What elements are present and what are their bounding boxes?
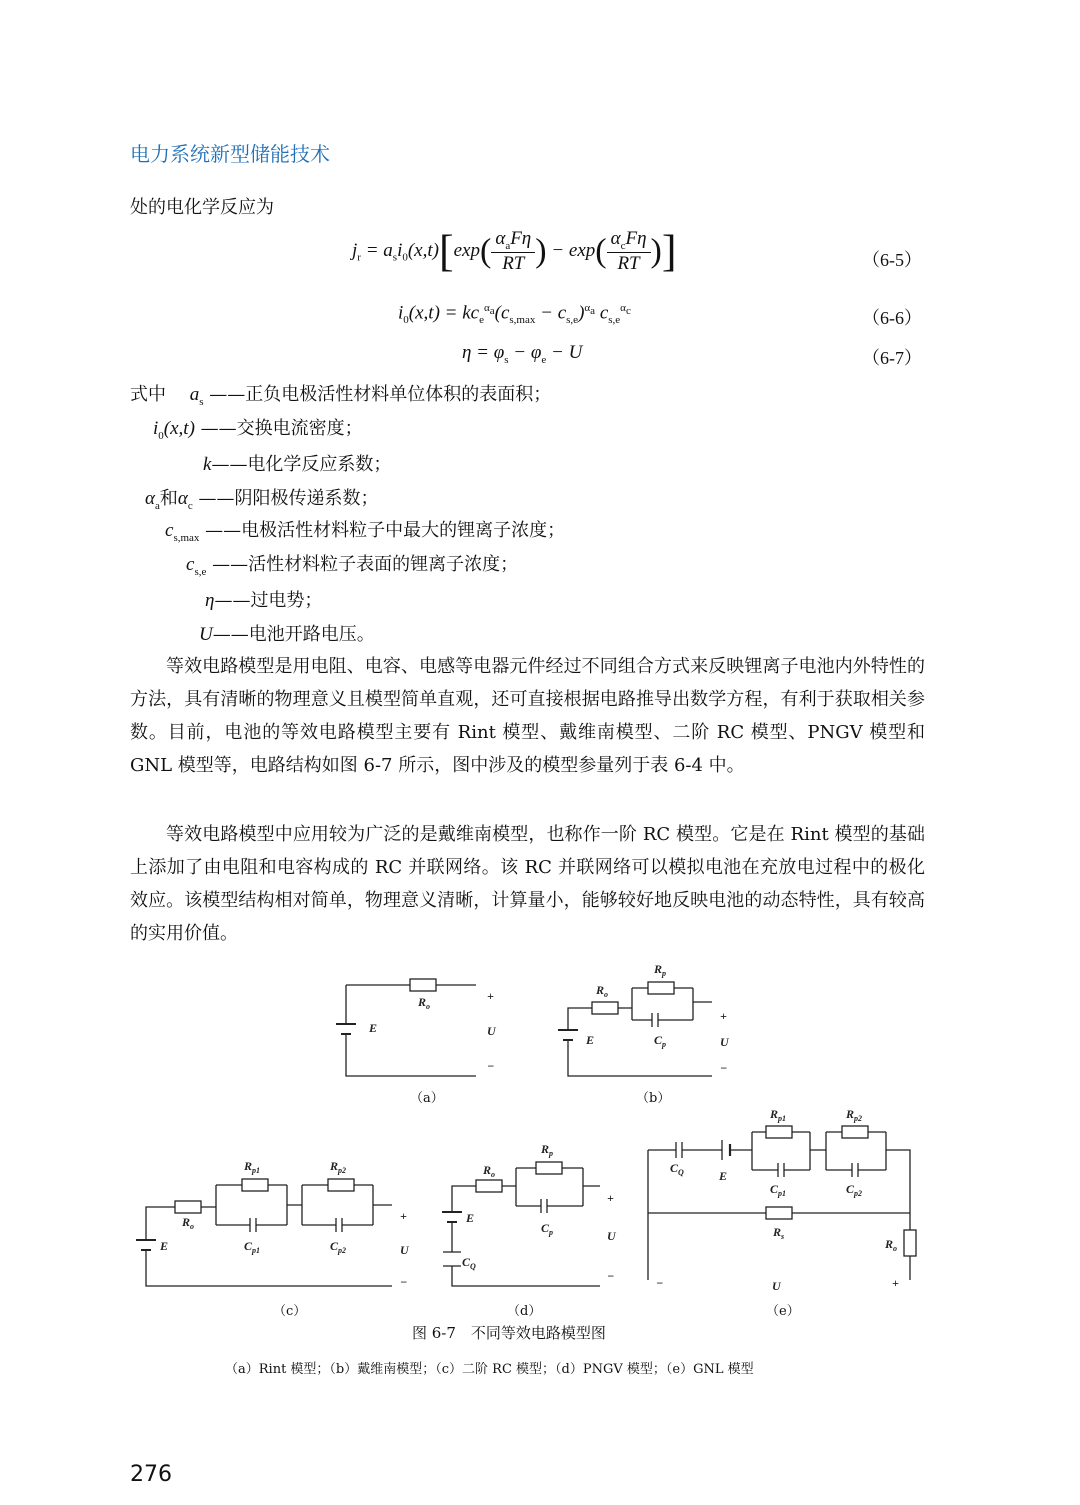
svg-text:+: + [892, 1276, 899, 1290]
svg-text:Ro: $R_o$ [596, 983, 609, 999]
svg-text:Rp2: $R_{p2}$ [846, 1107, 863, 1123]
definition-7: η——过电势； [205, 590, 323, 611]
circuit-d [442, 1142, 617, 1286]
definition-text: ——电极活性材料粒子中最大的锂离子浓度； [205, 520, 566, 541]
svg-text:−: − [720, 1061, 728, 1075]
definition-and: 和 [159, 488, 178, 509]
definition-2: $i_0(x,t)$ ——交换电流密度； [153, 418, 363, 442]
svg-text:E: E [466, 1211, 475, 1225]
definition-4: $\alpha_a$和$\alpha_c$ ——阴阳极传递系数； [145, 488, 379, 512]
equation-6-5: $j_r = a_si_0(x,t)[\exp$( $\frac{\alpha_aF\eta}{RT}$ ) − exp( $\frac{\alpha_cF\eta}{RT}$ )] [352, 226, 677, 276]
definition-text: ——电化学反应系数； [211, 454, 392, 475]
panel-label-d: （d） [507, 1304, 542, 1319]
definition-text: ——电池开路电压。 [212, 624, 375, 645]
circuit-figure [0, 950, 1080, 1325]
equation-number-6-5: （6-5） [862, 250, 922, 270]
svg-text:+: + [720, 1009, 727, 1023]
intro-text: 处的电化学反应为 [130, 197, 274, 218]
panel-label-c: （c） [273, 1304, 307, 1319]
svg-text:E: E [719, 1169, 728, 1183]
svg-text:+: + [487, 989, 494, 1003]
equation-6-6: $i_0(x,t) = kc_e^{\alpha_a}(c_{s,max} - c_{s,e})^{\alpha_a}$ $c_{s,e}^{\alpha_c}$ [398, 302, 631, 327]
svg-text:Rp1: $R_{p1}$ [770, 1107, 787, 1123]
paragraph-2: 等效电路模型中应用较为广泛的是戴维南模型，也称作一阶 RC 模型。它是在 Rint 模型的基础上添加了由电阻和电容构成的 RC 并联网络。该 RC 并联网络可以模拟电池在充放电过程中的极化效应。该模型结构相对简单，物理意义清晰，计算量小，能够较好地反映电池的动态特性，具有较高的实用价值。 [130, 824, 925, 944]
panel-label-b: （b） [636, 1091, 671, 1106]
definition-text: ——活性材料粒子表面的锂离子浓度； [212, 554, 519, 575]
svg-text:+: + [607, 1191, 614, 1205]
definition-text: ——正负电极活性材料单位体积的表面积； [209, 384, 552, 405]
svg-text:Ro: $R_o$ [418, 995, 431, 1011]
figure-caption: 图 6-7 不同等效电路模型图 [412, 1324, 606, 1342]
page-number: 276 [130, 1462, 172, 1487]
circuit-c [136, 1159, 410, 1289]
definition-6: $c_{s,e}$ ——活性材料粒子表面的锂离子浓度； [186, 554, 519, 578]
panel-label-a: （a） [410, 1091, 444, 1106]
circuit-e [648, 1107, 916, 1293]
definition-text: ——过电势； [214, 590, 323, 611]
svg-text:Rs: $R_s$ [773, 1225, 785, 1241]
svg-text:U: U [400, 1243, 409, 1257]
svg-text:Cp2: $C_{p2}$ [330, 1239, 347, 1255]
circuit-b [558, 962, 730, 1076]
svg-text:−: − [487, 1059, 495, 1073]
svg-text:Ro: $R_o$ [483, 1163, 496, 1179]
svg-text:E: E [369, 1021, 378, 1035]
definition-lead: 式中 [130, 384, 166, 405]
svg-text:U: U [607, 1229, 616, 1243]
svg-text:+: + [400, 1209, 407, 1223]
equation-number-6-6: （6-6） [862, 308, 922, 328]
svg-text:Cp: $C_p$ [654, 1033, 667, 1049]
svg-text:Rp: $R_p$ [541, 1142, 554, 1158]
panel-label-e: （e） [766, 1304, 800, 1319]
definition-3: k——电化学反应系数； [203, 454, 392, 475]
body-text [130, 650, 925, 782]
equation-number-6-7: （6-7） [862, 348, 922, 368]
svg-text:Cp1: $C_{p1}$ [770, 1182, 787, 1198]
svg-text:U: U [772, 1279, 781, 1293]
definition-5: $c_{s,max}$ ——电极活性材料粒子中最大的锂离子浓度； [165, 520, 566, 544]
svg-text:E: E [160, 1239, 169, 1253]
equation-6-7: $\eta = \varphi_s - \varphi_e - U$ [462, 342, 583, 366]
svg-text:Rp: $R_p$ [654, 962, 667, 978]
circuit-a [336, 979, 497, 1076]
svg-text:Cp2: $C_{p2}$ [846, 1182, 863, 1198]
svg-text:Cp1: $C_{p1}$ [244, 1239, 261, 1255]
definition-1: 式中 $a_s$ ——正负电极活性材料单位体积的表面积； [130, 384, 552, 408]
svg-text:CQ: $C_Q$ [670, 1161, 684, 1177]
svg-text:CQ: $C_Q$ [462, 1255, 476, 1271]
svg-text:Cp: $C_p$ [541, 1221, 554, 1237]
svg-text:E: E [586, 1033, 595, 1047]
definition-8: U——电池开路电压。 [199, 624, 375, 645]
svg-text:−: − [656, 1276, 664, 1290]
running-header: 电力系统新型储能技术 [130, 142, 330, 166]
svg-text:U: U [487, 1024, 496, 1038]
body-text-2 [130, 818, 925, 950]
svg-text:Ro: $R_o$ [182, 1215, 195, 1231]
figure-subcaption: （a）Rint 模型；（b）戴维南模型；（c）二阶 RC 模型；（d）PNGV 模型；（e）GNL 模型 [225, 1362, 754, 1377]
definition-text: ——交换电流密度； [200, 418, 363, 439]
svg-text:Rp2: $R_{p2}$ [330, 1159, 347, 1175]
svg-text:Ro: $R_o$ [885, 1237, 898, 1253]
definition-text: ——阴阳极传递系数； [198, 488, 379, 509]
svg-text:U: U [720, 1035, 729, 1049]
svg-text:Rp1: $R_{p1}$ [244, 1159, 261, 1175]
svg-text:−: − [400, 1275, 408, 1289]
svg-text:−: − [607, 1269, 615, 1283]
paragraph-1: 等效电路模型是用电阻、电容、电感等电器元件经过不同组合方式来反映锂离子电池内外特性的方法，具有清晰的物理意义且模型简单直观，还可直接根据电路推导出数学方程，有利于获取相关参数。目前，电池的等效电路模型主要有 Rint 模型、戴维南模型、二阶 RC 模型、PNGV 模型和 GNL 模型等，电路结构如图 6-7 所示，图中涉及的模型参量列于表 6-4 中。 [130, 656, 925, 776]
